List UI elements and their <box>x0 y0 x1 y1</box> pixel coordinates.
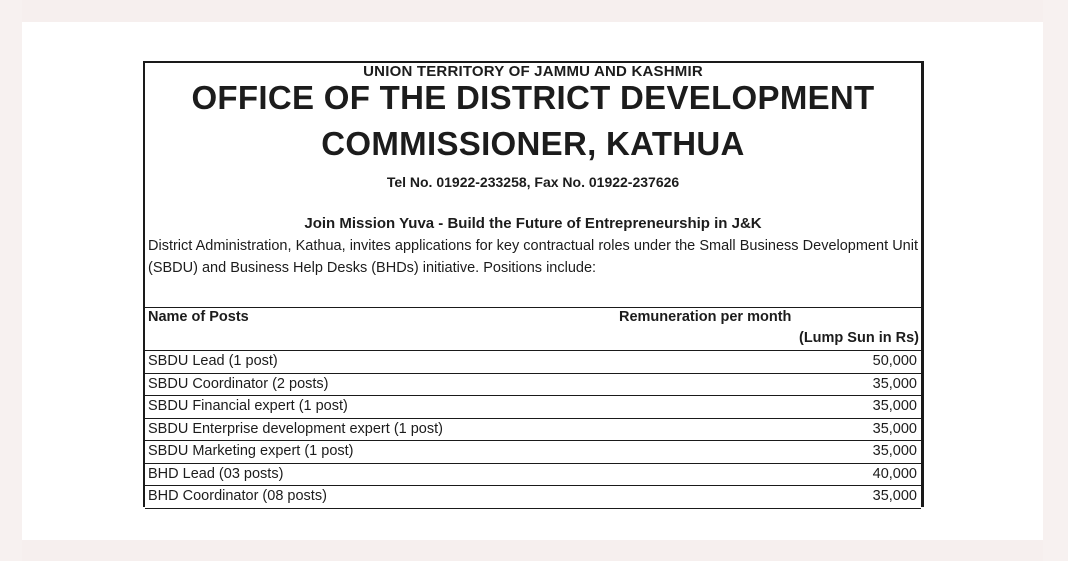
table-header <box>145 307 921 351</box>
post-name: SBDU Financial expert (1 post) <box>148 398 348 414</box>
column-header-remuneration: Remuneration per month <box>619 309 792 325</box>
background-band-bottom <box>0 540 1068 561</box>
notice-intro: District Administration, Kathua, invites applications for key contractual roles under the Small Business Development Unit (SBDU) and Business Help Desks (BHDs) initiative. Positions include: <box>148 238 918 276</box>
notice-title: Join Mission Yuva - Build the Future of Entrepreneurship in J&K <box>304 215 762 232</box>
posts-table <box>145 307 921 509</box>
table-row <box>145 464 921 487</box>
column-header-unit: (Lump Sun in Rs) <box>798 330 919 346</box>
post-remuneration: 35,000 <box>872 443 917 459</box>
post-remuneration: 40,000 <box>872 465 917 482</box>
table-body <box>145 351 921 509</box>
post-name: BHD Lead (03 posts) <box>148 465 284 482</box>
table-row <box>145 419 921 442</box>
contact-line: Tel No. 01922-233258, Fax No. 01922-237626 <box>386 174 680 190</box>
post-name: SBDU Marketing expert (1 post) <box>148 443 354 459</box>
post-remuneration: 35,000 <box>872 488 917 504</box>
post-remuneration: 35,000 <box>872 398 917 414</box>
post-name: SBDU Lead (1 post) <box>148 353 278 369</box>
post-remuneration: 35,000 <box>872 375 917 392</box>
table-row <box>145 441 921 464</box>
office-heading-line2: COMMISSIONER, KATHUA <box>321 125 745 162</box>
table-row <box>145 396 921 419</box>
table-row <box>145 486 921 509</box>
column-header-post: Name of Posts <box>148 309 249 325</box>
table-row <box>145 351 921 374</box>
office-heading-line1: OFFICE OF THE DISTRICT DEVELOPMENT <box>191 79 875 116</box>
post-remuneration: 50,000 <box>872 353 917 369</box>
post-name: SBDU Enterprise development expert (1 post) <box>148 420 443 437</box>
ut-heading: UNION TERRITORY OF JAMMU AND KASHMIR <box>363 63 703 80</box>
background-column-left <box>0 0 22 561</box>
post-name: SBDU Coordinator (2 posts) <box>148 375 329 392</box>
table-row <box>145 374 921 397</box>
background-band-top <box>0 0 1068 22</box>
post-remuneration: 35,000 <box>872 420 917 437</box>
background-column-right <box>1043 0 1068 561</box>
post-name: BHD Coordinator (08 posts) <box>148 488 327 504</box>
newspaper-notice <box>143 61 924 507</box>
